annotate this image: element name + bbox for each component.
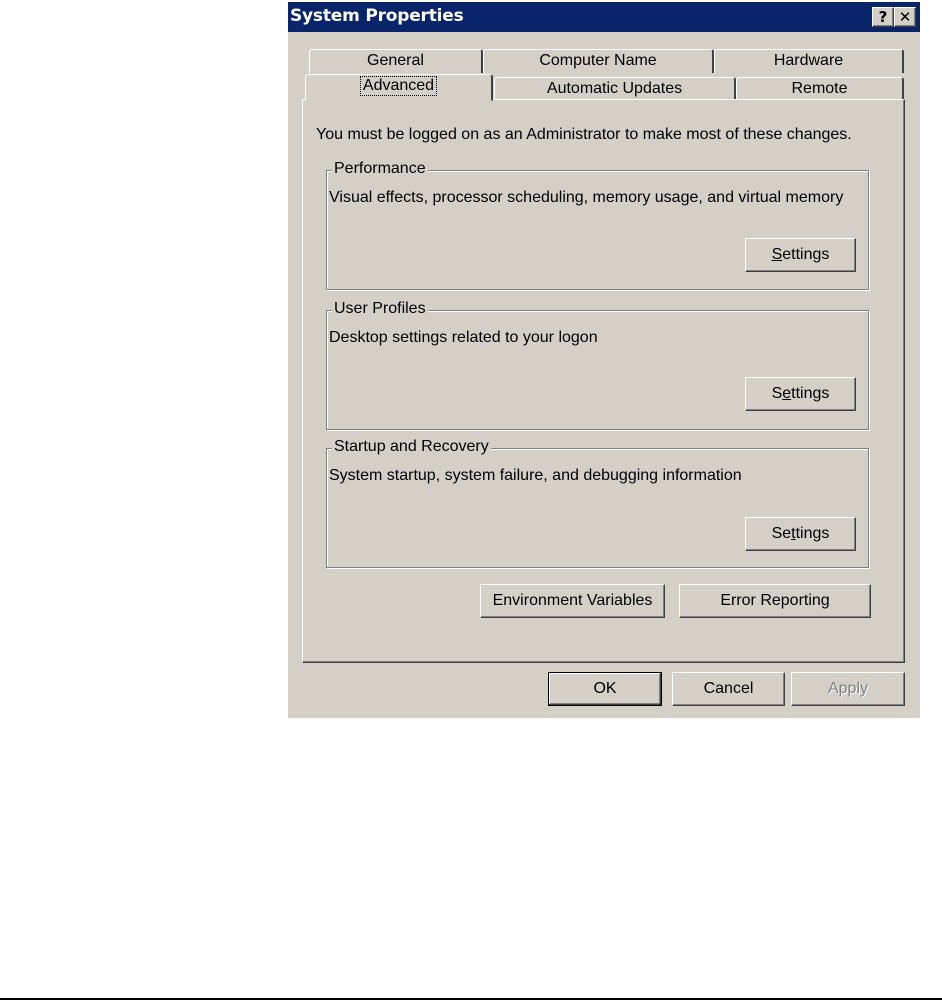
button-label: Se	[771, 525, 792, 542]
environment-variables-button[interactable]: Environment Variables	[480, 584, 665, 618]
group-description: System startup, system failure, and debugging information	[329, 467, 742, 484]
mnemonic: S	[771, 246, 783, 263]
mnemonic: e	[782, 385, 792, 402]
cancel-button[interactable]: Cancel	[672, 672, 785, 706]
ok-button[interactable]: OK	[548, 672, 662, 706]
system-properties-window	[288, 2, 920, 718]
tab-general[interactable]	[309, 49, 483, 73]
startup-recovery-settings-button[interactable]	[745, 517, 856, 551]
tab-label: General	[367, 52, 424, 69]
user-profiles-group	[326, 300, 869, 430]
button-label: S	[771, 385, 783, 402]
admin-message: You must be logged on as an Administrator to make most of these changes.	[316, 126, 852, 143]
user-profiles-settings-button[interactable]	[745, 377, 856, 411]
tab-computer-name[interactable]	[483, 49, 714, 73]
performance-group	[326, 160, 869, 290]
group-title: Performance	[334, 160, 426, 177]
performance-settings-button[interactable]	[745, 238, 856, 272]
mnemonic: t	[791, 525, 796, 542]
page-divider	[0, 998, 942, 1000]
window-title: System Properties	[290, 6, 464, 26]
tab-label: Remote	[791, 80, 848, 97]
title-bar[interactable]	[288, 2, 920, 32]
tab-automatic-updates[interactable]	[494, 77, 736, 101]
group-title: User Profiles	[334, 300, 426, 317]
tab-label: Advanced	[362, 77, 435, 94]
tab-label: Computer Name	[539, 52, 657, 69]
button-label: ettings	[782, 246, 830, 263]
error-reporting-button[interactable]: Error Reporting	[679, 584, 871, 618]
apply-button[interactable]: Apply	[791, 672, 905, 706]
help-icon[interactable]: ?	[872, 7, 894, 27]
tab-label: Hardware	[773, 52, 844, 69]
close-icon[interactable]: ✕	[894, 7, 916, 27]
group-title: Startup and Recovery	[334, 438, 489, 455]
group-description: Desktop settings related to your logon	[329, 329, 598, 346]
tab-hardware[interactable]	[714, 49, 904, 73]
tab-remote[interactable]	[736, 77, 904, 101]
button-label: ttings	[791, 385, 830, 402]
tab-label: Automatic Updates	[546, 80, 683, 97]
button-label: tings	[795, 525, 830, 542]
group-description: Visual effects, processor scheduling, memory usage, and virtual memory	[329, 189, 844, 206]
tab-advanced[interactable]	[305, 74, 493, 101]
